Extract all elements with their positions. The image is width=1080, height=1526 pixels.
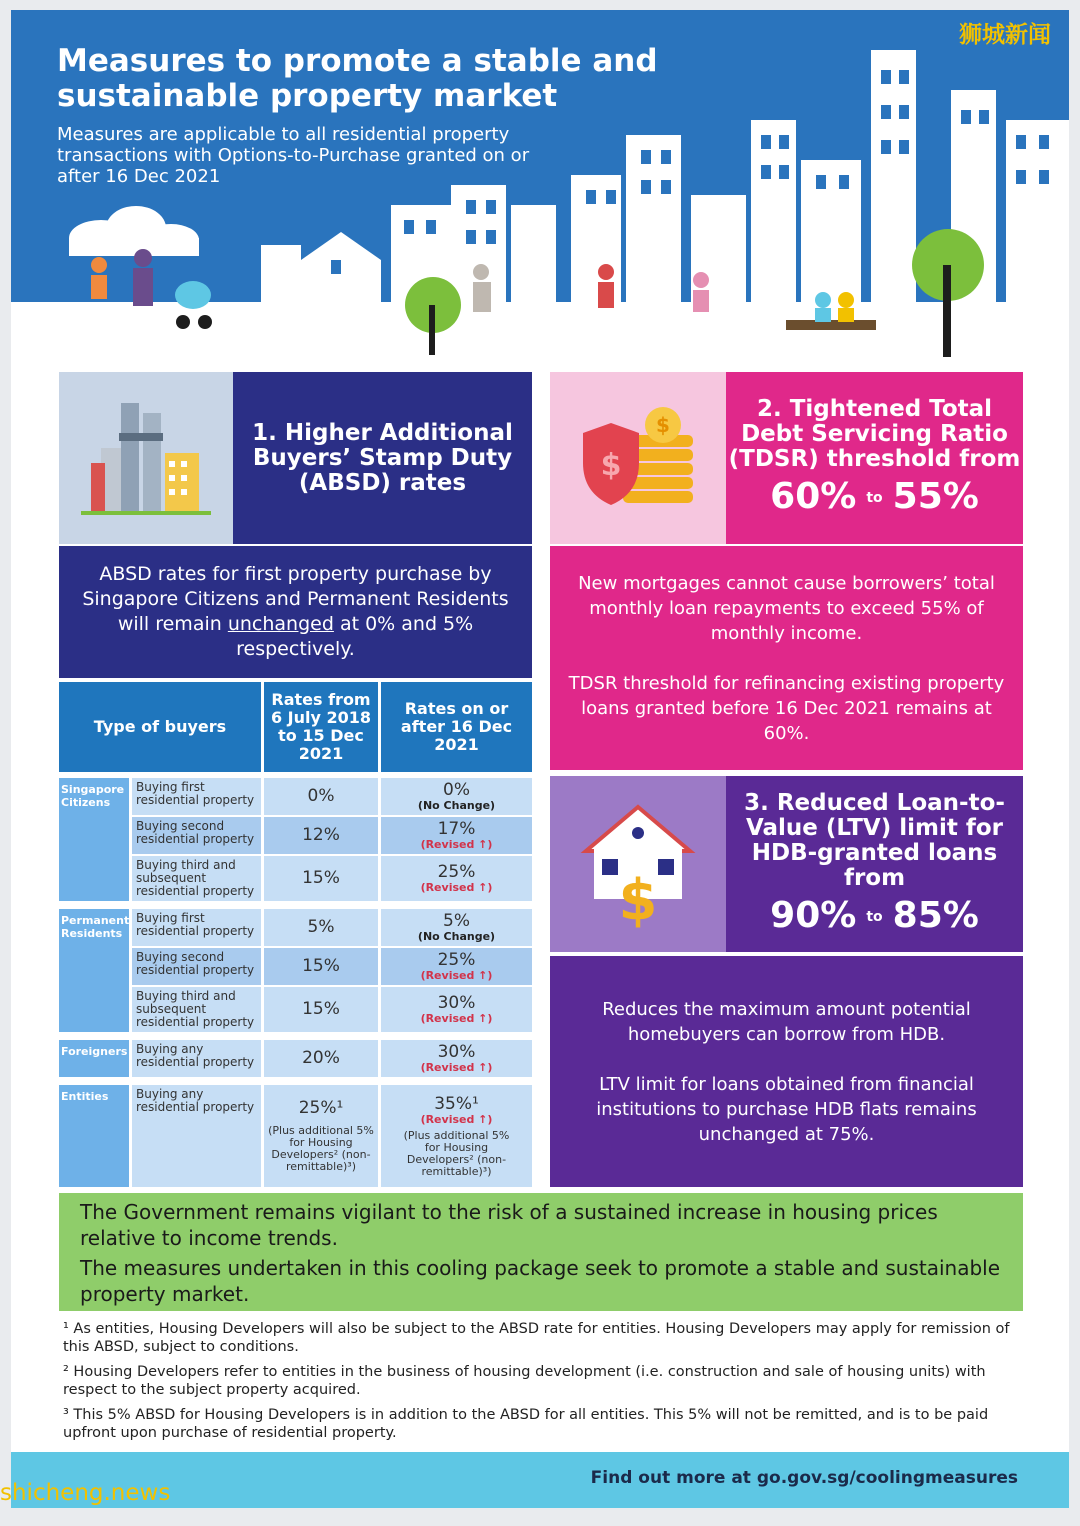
footer-link-text[interactable]: Find out more at go.gov.sg/coolingmeasures	[590, 1468, 1018, 1488]
infographic-page	[11, 10, 1069, 1508]
section3-para-1: Reduces the maximum amount potential homebuyers can borrow from HDB.	[602, 998, 971, 1045]
rate-new: 17%	[437, 819, 476, 839]
rate-old: 12%	[264, 817, 378, 854]
row-type: Buying third and subsequent residential property	[132, 987, 261, 1032]
row-type: Buying third and subsequent residential property	[132, 856, 261, 901]
rate-new: 5%	[443, 911, 470, 931]
section2-para-2: TDSR threshold for refinancing existing property loans granted before 16 Dec 2021 remains at 60%.	[568, 672, 1005, 744]
row-type: Buying any residential property	[132, 1085, 261, 1187]
footnote-2: ² Housing Developers refer to entities in the business of housing development (i.e. construction and sale of housing units) with respect to the subject property acquired.	[63, 1364, 986, 1398]
rate-old-note: (Plus additional 5% for Housing Developers² (non-remittable)³)	[268, 1124, 374, 1173]
rate-status: (Revised ↑)	[420, 1012, 493, 1025]
section2-heading	[726, 372, 1023, 544]
watermark-bottom: shicheng.news	[0, 1480, 171, 1506]
rate-new-cell	[381, 856, 532, 901]
rate-new: 0%	[443, 780, 470, 800]
tdsr-to: 55%	[892, 476, 979, 517]
ltv-from: 90%	[770, 894, 857, 936]
rate-new: 30%	[437, 993, 476, 1013]
rate-new-cell	[381, 987, 532, 1032]
rate-status: (Revised ↑)	[420, 1112, 493, 1126]
section2-title: 2. Tightened Total Debt Servicing Ratio (TDSR) threshold from	[728, 396, 1021, 472]
group-permanent-residents: Permanent Residents	[59, 909, 129, 1032]
section3-change	[770, 895, 979, 938]
closing-para-2: The measures undertaken in this cooling package seek to promote a stable and sustainable property market.	[80, 1256, 1001, 1306]
rate-old: 25%¹	[298, 1098, 344, 1118]
rate-new: 25%	[437, 862, 476, 882]
rate-status: (No Change)	[417, 799, 496, 812]
rate-old: 15%	[264, 948, 378, 985]
rate-old-cell	[264, 1085, 378, 1187]
section1-title: 1. Higher Additional Buyers’ Stamp Duty (ABSD) rates	[233, 372, 532, 544]
rate-new-cell	[381, 817, 532, 854]
ltv-to: 85%	[892, 894, 979, 936]
building-icon	[81, 393, 211, 523]
rate-new-cell	[381, 909, 532, 946]
section2-description	[550, 546, 1023, 770]
rate-old: 5%	[264, 909, 378, 946]
rate-new-note: (Plus additional 5% for Housing Developers² (non-remittable)³)	[403, 1128, 510, 1178]
section3-heading	[726, 776, 1023, 952]
hero-banner	[11, 10, 1069, 372]
house-dollar-icon	[578, 799, 698, 929]
rate-old: 15%	[264, 987, 378, 1032]
row-type: Buying second residential property	[132, 817, 261, 854]
rate-new: 25%	[437, 950, 476, 970]
section2-illustration	[550, 372, 726, 544]
rate-status: (Revised ↑)	[420, 838, 493, 851]
tdsr-from: 60%	[770, 476, 857, 517]
rate-new: 35%¹	[434, 1093, 479, 1114]
row-type: Buying any residential property	[132, 1040, 261, 1077]
header-rates-from: Rates from 6 July 2018 to 15 Dec 2021	[264, 682, 378, 772]
page-subtitle: Measures are applicable to all residential property transactions with Options-to-Purchase granted on or after 16 Dec 2021	[57, 124, 530, 187]
svg-text:$: $	[656, 413, 670, 437]
closing-para-1: The Government remains vigilant to the risk of a sustained increase in housing prices relative to income trends.	[80, 1200, 938, 1250]
rate-new-cell	[381, 1040, 532, 1077]
to-word: to	[866, 490, 883, 506]
section3-description	[550, 954, 1023, 1187]
section3-illustration	[550, 776, 726, 952]
section2-change	[770, 476, 979, 519]
rate-status: (Revised ↑)	[420, 881, 493, 894]
header-type-of-buyers: Type of buyers	[59, 682, 261, 772]
rate-status: (Revised ↑)	[420, 969, 493, 982]
rate-new-cell	[381, 948, 532, 985]
group-foreigners: Foreigners	[59, 1040, 129, 1077]
group-singapore-citizens: Singapore Citizens	[59, 778, 129, 901]
closing-statement	[59, 1193, 1023, 1311]
row-type: Buying first residential property	[132, 909, 261, 946]
row-type: Buying second residential property	[132, 948, 261, 985]
svg-text:$: $	[600, 448, 622, 483]
to-word: to	[866, 908, 883, 925]
section1-illustration	[59, 372, 233, 544]
rate-new-cell	[381, 778, 532, 815]
footnote-1: ¹ As entities, Housing Developers will also be subject to the ABSD rate for entities. Housing Developers may apply for remission of this ABSD, subject to conditions.	[63, 1321, 1010, 1355]
section1-description	[59, 544, 532, 678]
section2-para-1: New mortgages cannot cause borrowers’ total monthly loan repayments to exceed 55% of monthly income.	[578, 572, 995, 644]
rate-old: 15%	[264, 856, 378, 901]
rate-status: (Revised ↑)	[420, 1061, 493, 1074]
rate-new-cell	[381, 1085, 532, 1187]
rate-old: 20%	[264, 1040, 378, 1077]
footnote-3: ³ This 5% ABSD for Housing Developers is in addition to the ABSD for all entities. This 5% will not be remitted, and is to be paid upfront upon purchase of residential property.	[63, 1407, 989, 1441]
svg-text:$: $	[618, 868, 658, 929]
rate-old: 0%	[264, 778, 378, 815]
group-entities: Entities	[59, 1085, 129, 1187]
section3-title: 3. Reduced Loan-to-Value (LTV) limit for HDB-granted loans from	[744, 789, 1005, 891]
page-title: Measures to promote a stable and sustainable property market	[57, 43, 658, 114]
footnotes	[63, 1320, 1023, 1442]
desc-underlined: unchanged	[227, 613, 334, 635]
desc-part-2: at 0% and 5% respectively.	[236, 613, 474, 660]
header-rates-on: Rates on or after 16 Dec 2021	[381, 682, 532, 772]
absd-rates-table	[59, 682, 532, 1187]
section3-para-2: LTV limit for loans obtained from financial institutions to purchase HDB flats remains unchanged at 75%.	[596, 1073, 977, 1145]
row-type: Buying first residential property	[132, 778, 261, 815]
watermark-top: 狮城新闻	[959, 22, 1051, 48]
desc-part-1: ABSD rates for first property purchase by Singapore Citizens and Permanent Residents will remain	[82, 563, 509, 635]
section1-desc-text	[81, 562, 510, 662]
coin-shield-icon	[573, 403, 703, 513]
rate-new: 30%	[437, 1042, 476, 1062]
rate-status: (No Change)	[417, 930, 496, 943]
